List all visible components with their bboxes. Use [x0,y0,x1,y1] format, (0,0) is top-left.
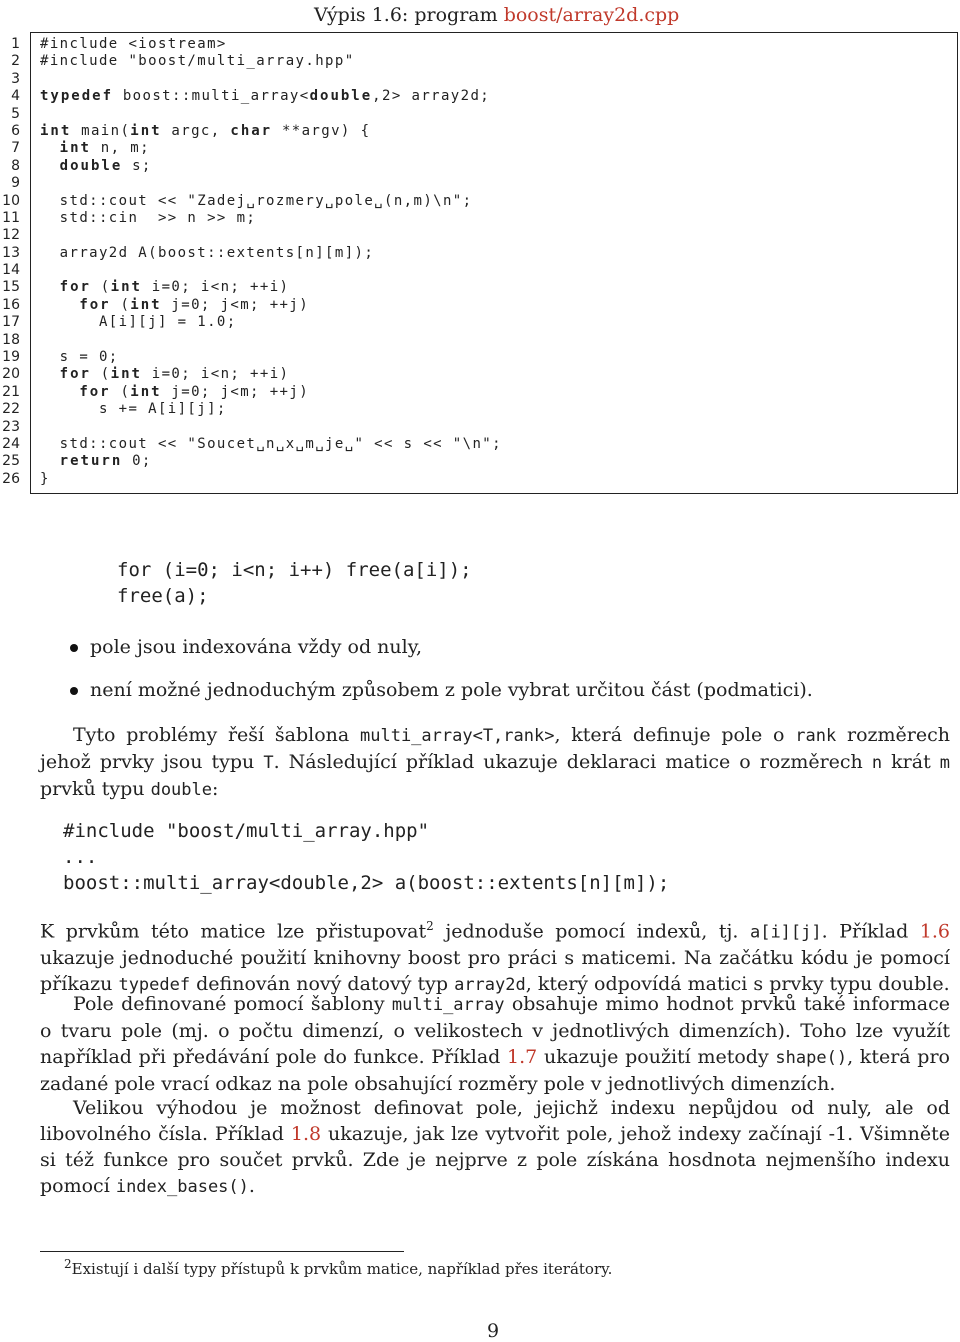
line-number: 18 [2,331,20,348]
code-keyword: typedef [40,88,114,105]
code-line [40,349,502,366]
code-text: array2d A(boost::extents[n][m]); [40,244,375,261]
code-keyword: for [59,366,91,383]
code-text: j=0; j<m; ++j) [161,296,310,313]
paragraph-text: ukazuje, jak lze vytvořit pole, jehož indexy začínají -1. Všimněte si též funkce pro součet prvků. Zde je nejprve z pole získána hosdnota nejmenšího indexu pomocí [40,1123,950,1197]
inline-code: n [871,753,883,773]
line-number: 9 [11,175,20,192]
inline-code: array2d [454,975,526,996]
paragraph-text: Pole definované pomocí šablony [73,993,392,1015]
line-number: 7 [11,140,20,157]
code-text [40,279,60,295]
code-text [40,384,79,400]
code-text: i=0; i<n; ++i) [141,279,290,296]
code-text: main( [71,122,131,139]
code-line [40,332,502,349]
footnote-rule [40,1251,404,1252]
code-line [40,436,502,453]
line-number: 25 [2,453,20,470]
code-line [40,106,502,123]
code-text: **argv) { [272,122,371,139]
line-number: 6 [11,122,20,139]
line-number: 14 [2,262,20,279]
code-text: A[i][j] = 1.0; [40,314,237,331]
listing-file-link[interactable]: boost/array2d.cpp [503,4,680,26]
inline-code: shape() [775,1048,848,1068]
paragraph-text: Tyto problémy řeší šablona [73,724,360,746]
line-number: 5 [11,105,20,122]
code-line [40,453,502,470]
code-text: ( [90,279,111,296]
code-line: for (i=0; i<n; i++) free(a[i]); [117,559,472,581]
code-text: ( [110,383,131,400]
line-number: 3 [11,70,20,87]
code-keyword: double [59,157,123,174]
code-line [40,210,502,227]
code-keyword: for [79,383,111,400]
code-listing [40,36,502,488]
paragraph-text: rozměrech jehož prvky jsou typu [40,724,950,773]
code-text: std::cin >> n >> m; [40,209,257,226]
paragraph-text: , který odpovídá matici s prvky typu double. [525,973,950,996]
paragraph-multi-array-intro [40,722,950,803]
code-line [40,419,502,436]
line-number: 26 [2,470,20,487]
code-line: boost::multi_array<double,2> a(boost::extents[n][m]); [63,872,670,894]
code-text: s; [122,157,152,174]
code-keyword: int [110,279,142,296]
paragraph-text: prvků typu [40,778,151,800]
paragraph-text: . [248,1175,255,1197]
code-keyword: double [309,88,373,105]
line-number: 4 [11,88,20,105]
code-text: ( [110,296,131,313]
code-line [40,193,502,210]
footnote-text: Existují i další typy přístupů k prvkům matice, například přes iterátory. [71,1260,613,1278]
code-keyword: int [130,122,162,139]
line-number: 16 [2,296,20,313]
code-text: std::cout << "Soucet␣n␣x␣m␣je␣" << s << "\n"; [40,435,502,452]
inline-code: typedef [118,975,191,996]
line-number: 1 [11,36,20,52]
code-text: ,2> array2d; [372,88,491,105]
code-keyword: int [110,366,142,383]
paragraph-text: : [212,778,219,800]
code-text [40,453,60,469]
code-line [40,245,502,262]
code-line [40,123,502,140]
code-keyword: return [59,453,123,470]
paragraph-text: , která definuje pole o [554,724,796,746]
inline-code: multi_array [391,995,505,1015]
code-line [40,88,502,105]
code-text: boost::multi_array< [113,88,310,105]
line-number: 10 [2,192,20,209]
footnote-ref[interactable]: 2 [426,919,434,933]
code-text [40,297,79,313]
paragraph-text: jednoduše pomocí indexů, tj. [433,920,750,943]
paragraph-text: obsahuje mimo hodnot prvků také informace o tvaru pole (mj. o počtu dimenzí, o velikostech v jednotlivých dimenzích). Toho lze využít například při předávání pole do funkce. Příklad [40,993,950,1068]
line-number: 19 [2,349,20,366]
listing-ref-link[interactable]: 1.6 [919,920,951,943]
listing-ref-link[interactable]: 1.7 [507,1046,538,1068]
inline-code: rank [795,726,837,746]
code-line [40,471,502,488]
paragraph-text: krát [882,751,940,773]
code-line [40,175,502,192]
code-text: i=0; i<n; ++i) [141,366,290,383]
paragraph-text: Velikou výhodou je možnost definovat pole, jejichž indexu nepůjdou od nuly, ale od libovolného čísla. Příklad [40,1097,950,1145]
line-number: 22 [2,401,20,418]
code-line [40,71,502,88]
code-line [40,384,502,401]
line-number: 11 [2,209,20,226]
code-text: n, m; [90,140,150,157]
code-line: ... [63,846,98,868]
line-number: 2 [11,53,20,70]
inline-code: double [150,780,212,800]
line-number: 24 [2,435,20,452]
code-line: free(a); [117,585,209,607]
listing-caption [314,4,679,26]
paragraph-text: . Příklad [821,920,920,943]
code-keyword: for [59,279,91,296]
bullet-text: není možné jednoduchým způsobem z pole vybrat určitou část (podmatici). [90,679,813,701]
line-number: 8 [11,157,20,174]
paragraph-text: ukazuje jednoduché použití knihovny boost pro práci s maticemi. Na začátku kódu je pomocí příkazu [40,947,950,996]
code-text [40,366,60,382]
line-number: 17 [2,314,20,331]
inline-code: m [939,753,951,773]
code-line [40,53,502,70]
code-line [40,140,502,157]
code-line [40,366,502,383]
code-keyword: int [130,383,162,400]
code-text: s = 0; [40,349,119,366]
inline-code: T [263,753,274,773]
code-keyword: int [40,122,72,139]
code-text: std::cout << "Zadej␣rozmery␣pole␣(n,m)\n"; [40,192,473,209]
paragraph-access [40,913,950,998]
paragraph-text: ukazuje použití metody [537,1046,776,1068]
code-line [40,158,502,175]
code-line [40,297,502,314]
listing-ref-link[interactable]: 1.8 [290,1123,322,1145]
line-number: 12 [2,227,20,244]
line-number: 20 [2,366,20,383]
code-line [40,262,502,279]
code-keyword: char [230,122,273,139]
code-text: #include "boost/multi_array.hpp" [40,53,355,70]
bullet-item [70,679,813,701]
line-number: 13 [2,244,20,261]
code-line [40,401,502,418]
listing-caption-prefix: Výpis 1.6: program [314,4,504,26]
code-keyword: int [130,296,162,313]
bullet-dot-icon [70,644,78,652]
code-keyword: int [59,140,91,157]
inline-code: multi_array<T,rank> [360,726,555,746]
paragraph-shape [40,991,950,1097]
bullet-dot-icon [70,687,78,695]
code-line [40,314,502,331]
code-keyword: for [79,296,111,313]
inline-code: index_bases() [115,1177,249,1197]
code-text [40,158,60,174]
code-line [40,227,502,244]
footnote-mark: 2 [64,1257,72,1271]
inline-code: a[i][j] [749,922,822,943]
line-number: 15 [2,279,20,296]
paragraph-text: K prvkům této matice lze přistupovat [40,920,427,943]
code-snippet-free [117,557,472,609]
code-text: s += A[i][j]; [40,401,227,418]
code-text: } [40,470,50,487]
code-line: #include "boost/multi_array.hpp" [63,820,430,842]
bullet-item [70,636,422,658]
code-text: j=0; j<m; ++j) [161,383,310,400]
code-line [40,36,502,53]
code-text: 0; [122,453,152,470]
line-numbers [0,36,20,488]
code-text [40,140,60,156]
paragraph-text: , která pro zadané pole vrací odkaz na pole obsahující rozměry pole v jednotlivých dimenzích. [40,1046,950,1095]
paragraph-text: . Následující příklad ukazuje deklaraci matice o rozměrech [273,751,872,773]
footnote [64,1257,612,1278]
code-snippet-multi-array [63,818,669,896]
code-line [40,279,502,296]
paragraph-index-bases [40,1095,950,1200]
page-number: 9 [487,1320,500,1342]
code-text: argc, [161,122,231,139]
paragraph-text: definován nový datový typ [190,973,455,996]
line-number: 21 [2,383,20,400]
bullet-text: pole jsou indexována vždy od nuly, [90,636,422,658]
code-text: ( [90,366,111,383]
code-text: #include <iostream> [40,36,227,52]
line-number: 23 [2,418,20,435]
